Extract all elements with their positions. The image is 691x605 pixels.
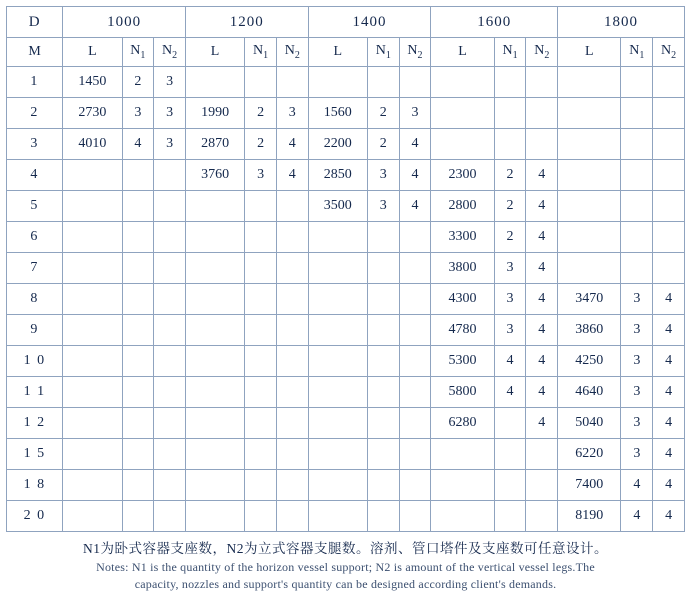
cell-value [154,253,186,284]
cell-value [621,160,653,191]
cell-value [367,315,399,346]
cell-value [154,377,186,408]
cell-value [494,98,526,129]
cell-value [621,253,653,284]
cell-value [308,377,367,408]
cell-value [308,222,367,253]
cell-value: 3 [494,253,526,284]
cell-value: 3 [399,98,431,129]
cell-value [276,501,308,532]
cell-value: 2 [494,160,526,191]
table-row [7,222,685,253]
cell-value: 4 [494,346,526,377]
header-group-1000: 1000 [63,7,186,38]
cell-value: 4 [653,346,685,377]
row-label-m: 5 [7,191,63,222]
cell-value: 8190 [558,501,621,532]
cell-value [431,129,494,160]
header-1600-l: L [431,38,494,67]
cell-value [276,191,308,222]
cell-value: 3 [154,129,186,160]
cell-value [653,191,685,222]
cell-value [526,98,558,129]
cell-value: 4640 [558,377,621,408]
header-group-1200: 1200 [185,7,308,38]
row-label-m: 9 [7,315,63,346]
cell-value [653,160,685,191]
header-1400-n1: $N_1$ [367,38,399,67]
cell-value [185,439,244,470]
table-row [7,284,685,315]
cell-value [63,346,122,377]
row-label-m: 1 [7,67,63,98]
row-label-m: 1 5 [7,439,63,470]
cell-value [154,315,186,346]
cell-value [526,129,558,160]
cell-value [621,67,653,98]
cell-value [308,439,367,470]
cell-value [154,346,186,377]
row-label-m: 3 [7,129,63,160]
cell-value [494,470,526,501]
cell-value [399,439,431,470]
cell-value: 4780 [431,315,494,346]
cell-value: 7400 [558,470,621,501]
cell-value [185,222,244,253]
cell-value: 4 [526,253,558,284]
table-row [7,67,685,98]
cell-value [367,284,399,315]
cell-value [367,222,399,253]
cell-value: 4300 [431,284,494,315]
cell-value [63,160,122,191]
row-label-m: 4 [7,160,63,191]
cell-value: 2850 [308,160,367,191]
cell-value [558,160,621,191]
cell-value [185,501,244,532]
cell-value [367,501,399,532]
cell-value: 4 [526,160,558,191]
header-1200-l: L [185,38,244,67]
row-label-m: 1 2 [7,408,63,439]
row-label-m: 2 [7,98,63,129]
row-label-m: 2 0 [7,501,63,532]
cell-value [494,408,526,439]
cell-value: 4 [399,129,431,160]
cell-value [276,253,308,284]
cell-value [185,408,244,439]
cell-value: 2 [245,98,277,129]
cell-value [122,191,154,222]
cell-value: 1990 [185,98,244,129]
cell-value: 4 [276,160,308,191]
cell-value: 1450 [63,67,122,98]
cell-value [494,67,526,98]
cell-value [276,284,308,315]
cell-value [276,377,308,408]
cell-value: 2 [122,67,154,98]
cell-value [308,470,367,501]
table-header-subcolumn-row [7,38,685,67]
cell-value [63,191,122,222]
cell-value [185,377,244,408]
table-row [7,377,685,408]
cell-value [245,470,277,501]
cell-value [122,501,154,532]
cell-value: 2300 [431,160,494,191]
row-label-m: 6 [7,222,63,253]
cell-value: 2870 [185,129,244,160]
cell-value [308,315,367,346]
cell-value: 2200 [308,129,367,160]
cell-value: 3 [621,284,653,315]
header-1800-n1: $N_1$ [621,38,653,67]
cell-value [367,377,399,408]
header-1400-l: L [308,38,367,67]
cell-value [122,253,154,284]
table-row [7,439,685,470]
cell-value [122,346,154,377]
cell-value [245,222,277,253]
cell-value [154,470,186,501]
cell-value [399,501,431,532]
cell-value: 4 [399,160,431,191]
table-row [7,160,685,191]
cell-value [276,470,308,501]
cell-value [621,222,653,253]
row-label-m: 1 8 [7,470,63,501]
cell-value: 3 [621,377,653,408]
cell-value [526,501,558,532]
cell-value: 3 [122,98,154,129]
cell-value: 3 [621,439,653,470]
cell-value [399,315,431,346]
cell-value: 2 [367,129,399,160]
cell-value: 4 [526,191,558,222]
cell-value: 6220 [558,439,621,470]
cell-value [276,222,308,253]
cell-value: 4 [621,501,653,532]
cell-value [122,284,154,315]
cell-value: 4 [653,284,685,315]
header-corner-m: M [7,38,63,67]
cell-value [558,67,621,98]
cell-value: 3 [621,408,653,439]
cell-value [122,377,154,408]
cell-value: 3 [367,191,399,222]
table-row [7,253,685,284]
cell-value [185,470,244,501]
cell-value [558,129,621,160]
cell-value [308,284,367,315]
cell-value [367,67,399,98]
cell-value: 4 [399,191,431,222]
cell-value [63,253,122,284]
cell-value [245,346,277,377]
header-1400-n2: $N_2$ [399,38,431,67]
header-1600-n2: $N_2$ [526,38,558,67]
cell-value: 2800 [431,191,494,222]
cell-value [185,191,244,222]
cell-value: 4 [621,470,653,501]
cell-value [63,408,122,439]
header-1800-n2: $N_2$ [653,38,685,67]
table-row [7,408,685,439]
cell-value: 4 [526,408,558,439]
cell-value [276,67,308,98]
cell-value [494,129,526,160]
cell-value [308,408,367,439]
table-row [7,346,685,377]
cell-value [399,67,431,98]
cell-value [399,346,431,377]
cell-value: 4 [276,129,308,160]
cell-value [185,284,244,315]
cell-value [185,253,244,284]
cell-value: 4 [653,470,685,501]
cell-value [653,222,685,253]
cell-value [653,98,685,129]
cell-value [399,377,431,408]
cell-value [367,408,399,439]
cell-value [431,470,494,501]
cell-value [308,501,367,532]
cell-value [399,222,431,253]
cell-value [245,377,277,408]
cell-value [558,253,621,284]
cell-value [526,439,558,470]
cell-value: 3 [621,346,653,377]
cell-value [431,501,494,532]
cell-value [276,315,308,346]
cell-value: 3 [367,160,399,191]
note-english-line-1: Notes: N1 is the quantity of the horizon vessel support; N2 is amount of the vertical vessel legs.The [96,560,595,574]
cell-value: 3300 [431,222,494,253]
cell-value: 4010 [63,129,122,160]
cell-value [154,191,186,222]
cell-value [494,501,526,532]
cell-value [653,67,685,98]
cell-value: 4250 [558,346,621,377]
cell-value: 4 [653,377,685,408]
cell-value: 2730 [63,98,122,129]
cell-value [154,160,186,191]
cell-value [245,253,277,284]
cell-value [154,284,186,315]
cell-value [185,346,244,377]
cell-value [122,470,154,501]
note-english-line-2: capacity, nozzles and support's quantity can be designed according client's demands. [134,577,557,591]
note-chinese: N1为卧式容器支座数，N2为立式容器支腿数。溶剂、管口塔件及支座数可任意设计。 [83,541,608,556]
cell-value [431,67,494,98]
cell-value: 3800 [431,253,494,284]
cell-value: 3 [276,98,308,129]
cell-value: 3 [494,315,526,346]
cell-value: 5300 [431,346,494,377]
cell-value: 4 [526,222,558,253]
cell-value: 4 [653,408,685,439]
cell-value [122,439,154,470]
cell-value [154,408,186,439]
cell-value: 2 [494,222,526,253]
cell-value [245,408,277,439]
row-label-m: 8 [7,284,63,315]
cell-value [308,346,367,377]
table-header-diameter-row [7,7,685,38]
table-row [7,315,685,346]
header-group-1600: 1600 [431,7,558,38]
table-row [7,98,685,129]
cell-value: 4 [526,346,558,377]
cell-value [154,222,186,253]
cell-value [431,98,494,129]
cell-value [63,501,122,532]
cell-value: 4 [526,377,558,408]
cell-value [653,129,685,160]
table-row [7,129,685,160]
header-1200-n1: $N_1$ [245,38,277,67]
cell-value [276,439,308,470]
cell-value [621,98,653,129]
cell-value: 3500 [308,191,367,222]
row-label-m: 1 1 [7,377,63,408]
cell-value [122,315,154,346]
cell-value: 2 [494,191,526,222]
cell-value [276,408,308,439]
cell-value [154,439,186,470]
header-corner-d: D [7,7,63,38]
cell-value [621,129,653,160]
header-1000-n1: $N_1$ [122,38,154,67]
cell-value [122,222,154,253]
cell-value: 4 [653,439,685,470]
cell-value: 5040 [558,408,621,439]
cell-value: 4 [653,315,685,346]
row-label-m: 1 0 [7,346,63,377]
cell-value: 3 [494,284,526,315]
header-1000-l: L [63,38,122,67]
cell-value [245,315,277,346]
table-row [7,501,685,532]
cell-value [122,160,154,191]
cell-value [653,253,685,284]
cell-value [399,253,431,284]
cell-value [621,191,653,222]
notes-section [6,532,685,593]
cell-value [245,439,277,470]
cell-value [558,222,621,253]
cell-value [558,98,621,129]
cell-value [308,67,367,98]
header-1800-l: L [558,38,621,67]
header-group-1400: 1400 [308,7,431,38]
header-1600-n1: $N_1$ [494,38,526,67]
cell-value: 4 [526,315,558,346]
cell-value: 3760 [185,160,244,191]
cell-value [63,470,122,501]
cell-value [63,222,122,253]
cell-value [367,439,399,470]
cell-value [276,346,308,377]
cell-value [431,439,494,470]
cell-value: 3 [154,67,186,98]
cell-value: 4 [526,284,558,315]
cell-value: 3860 [558,315,621,346]
cell-value [494,439,526,470]
cell-value [185,67,244,98]
cell-value: 3 [245,160,277,191]
cell-value [63,439,122,470]
table-row [7,191,685,222]
cell-value [399,408,431,439]
cell-value [245,501,277,532]
vessel-spec-table [6,6,685,532]
cell-value [526,67,558,98]
cell-value: 3 [621,315,653,346]
cell-value [122,408,154,439]
cell-value [526,470,558,501]
cell-value [367,470,399,501]
cell-value [245,191,277,222]
cell-value [308,253,367,284]
cell-value [399,470,431,501]
cell-value: 6280 [431,408,494,439]
cell-value: 3 [154,98,186,129]
cell-value: 4 [494,377,526,408]
cell-value: 3470 [558,284,621,315]
cell-value [63,377,122,408]
cell-value [63,315,122,346]
cell-value [245,67,277,98]
cell-value: 4 [653,501,685,532]
cell-value [367,253,399,284]
header-1200-n2: $N_2$ [276,38,308,67]
cell-value [185,315,244,346]
row-label-m: 7 [7,253,63,284]
cell-value: 2 [245,129,277,160]
cell-value: 2 [367,98,399,129]
cell-value [245,284,277,315]
cell-value [558,191,621,222]
cell-value [154,501,186,532]
cell-value: 5800 [431,377,494,408]
header-group-1800: 1800 [558,7,685,38]
cell-value: 1560 [308,98,367,129]
cell-value: 4 [122,129,154,160]
cell-value [367,346,399,377]
cell-value [63,284,122,315]
table-row [7,470,685,501]
cell-value [399,284,431,315]
header-1000-n2: $N_2$ [154,38,186,67]
